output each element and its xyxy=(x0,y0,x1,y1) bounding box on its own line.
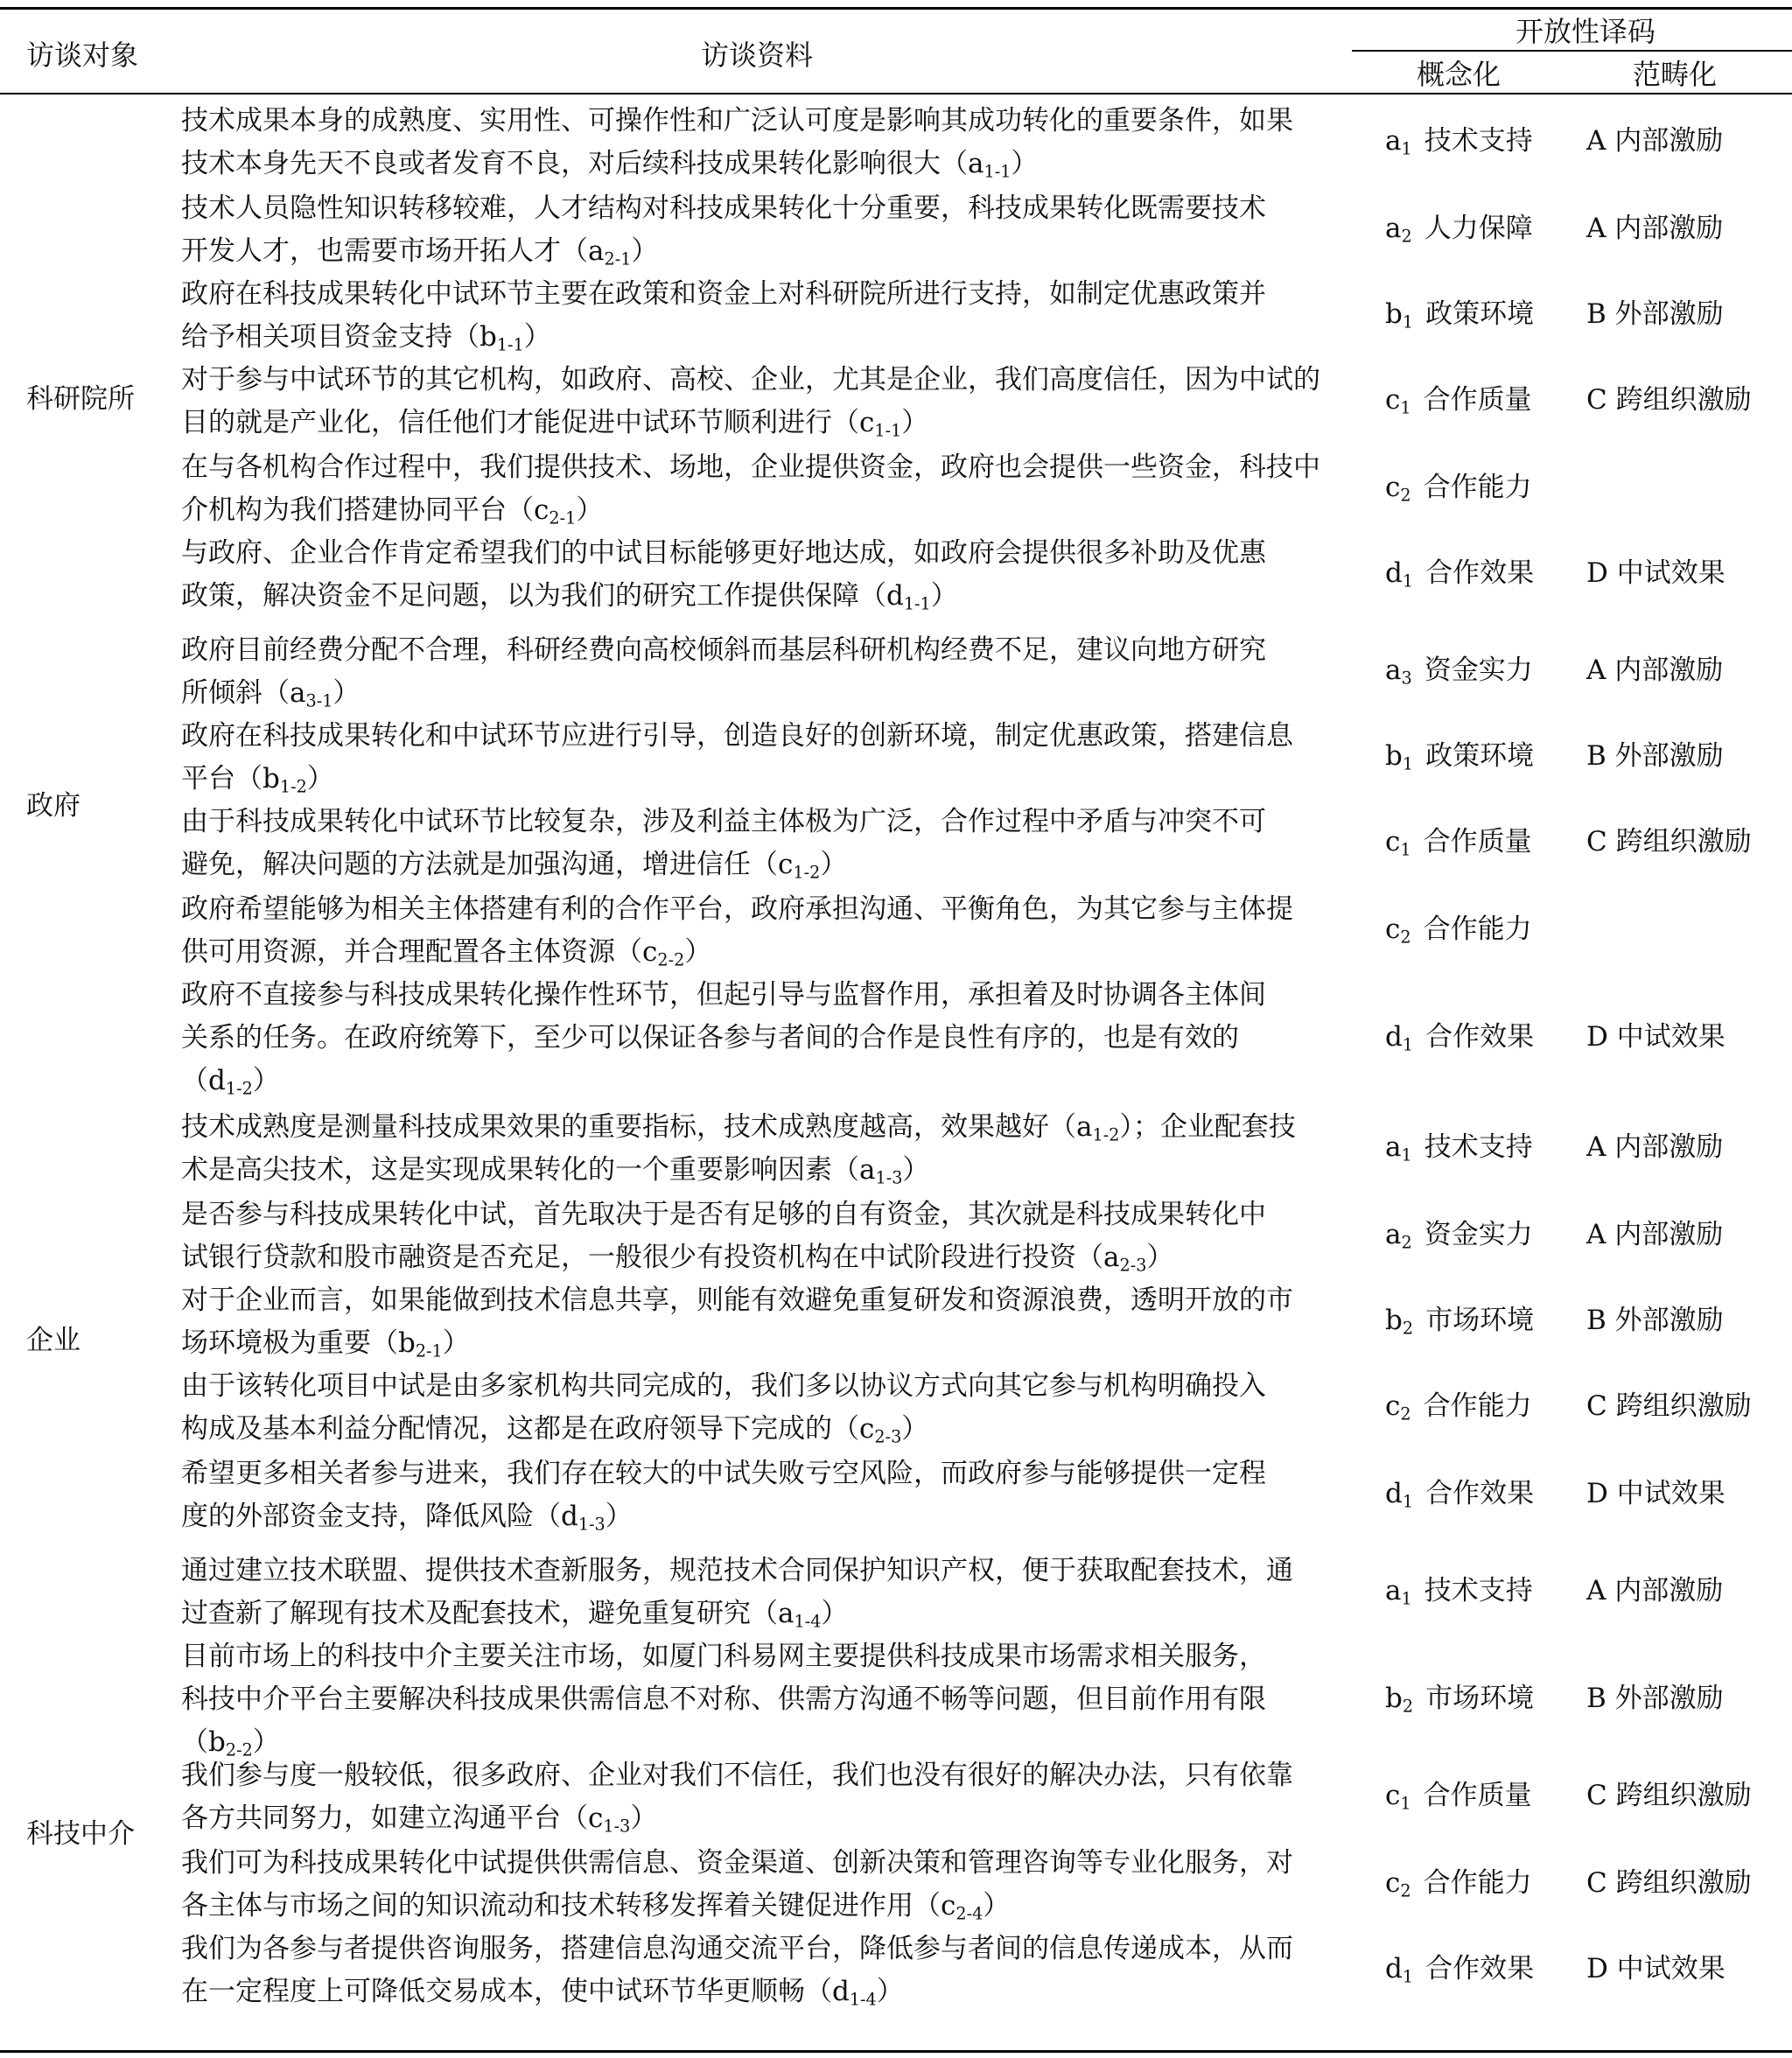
subscript: 1 xyxy=(1401,1144,1412,1166)
text-segment: ） xyxy=(820,849,848,880)
text-segment: 技术支持 xyxy=(1424,125,1533,157)
text-segment: ） xyxy=(821,1598,849,1629)
material-line xyxy=(181,1676,1266,1722)
material-line xyxy=(181,929,711,975)
material-line xyxy=(181,886,1293,932)
concept-code xyxy=(1385,1773,1532,1818)
category-code: B 外部激励 xyxy=(1586,298,1724,330)
text-segment: ） xyxy=(876,1976,904,2007)
text-segment: 合作效果 xyxy=(1425,1020,1535,1053)
text-segment: a xyxy=(1385,213,1402,244)
text-segment: 政策环境 xyxy=(1425,740,1535,772)
text-segment: 与政府、企业合作肯定希望我们的中试目标能够更好地达成，如政府会提供很多补助及优惠 xyxy=(181,537,1266,569)
concept-code xyxy=(1385,906,1532,952)
text-segment: 政府目前经费分配不合理，科研经费向高校倾斜而基层科研机构经费不足，建议向地方研究 xyxy=(181,634,1266,666)
subscript: 2 xyxy=(1402,1318,1414,1339)
text-segment: 目前市场上的科技中介主要关注市场，如厦门科易网主要提供科技成果市场需求相关服务， xyxy=(181,1641,1266,1672)
material-line xyxy=(181,444,1320,490)
text-segment: c xyxy=(1385,384,1401,416)
header-material: 访谈资料 xyxy=(701,38,814,72)
concept-code xyxy=(1385,1383,1532,1429)
text-segment: 希望更多相关者参与进来，我们存在较大的中试失败亏空风险，而政府参与能够提供一定程 xyxy=(181,1458,1266,1489)
text-segment: c xyxy=(1385,1390,1401,1422)
subscript: 1-2 xyxy=(793,862,821,883)
text-segment: 介机构为我们搭建协同平台（c xyxy=(181,494,550,526)
concept-code xyxy=(1385,1860,1532,1906)
text-segment: 由于该转化项目中试是由多家机构共同完成的，我们多以协议方式向其它参与机构明确投入 xyxy=(181,1370,1266,1402)
subscript: 2 xyxy=(1401,226,1412,247)
text-segment: ） xyxy=(605,1501,633,1532)
text-segment: 政府在科技成果转化和中试环节应进行引导，创造良好的创新环境，制定优惠政策，搭建信息 xyxy=(181,720,1293,752)
subscript: 2-1 xyxy=(604,248,632,270)
text-segment: ） xyxy=(902,1154,930,1186)
text-segment: ） xyxy=(306,763,334,794)
category-code: C 跨组织激励 xyxy=(1586,384,1752,416)
text-segment: c xyxy=(1385,1780,1401,1811)
category-code: D 中试效果 xyxy=(1586,1953,1726,1984)
concept-code xyxy=(1385,1298,1534,1343)
text-segment: b xyxy=(1385,740,1403,772)
text-segment: （d xyxy=(181,1065,226,1096)
text-segment: 合作效果 xyxy=(1425,1478,1535,1509)
concept-code xyxy=(1385,377,1532,423)
subscript: 2-3 xyxy=(1119,1255,1147,1276)
material-line xyxy=(181,1406,928,1452)
text-segment: 资金实力 xyxy=(1424,654,1533,686)
text-segment: 政府在科技成果转化中试环节主要在政策和资金上对科研院所进行支持，如制定优惠政策并 xyxy=(181,278,1266,310)
text-segment: a xyxy=(1385,1131,1402,1163)
text-segment: 各方共同努力，如建立沟通平台（c xyxy=(181,1802,604,1834)
material-line xyxy=(181,271,1266,317)
material-line xyxy=(181,487,603,533)
material-line xyxy=(181,842,847,887)
header-concept: 概念化 xyxy=(1417,58,1502,91)
material-line xyxy=(181,400,928,445)
material-line xyxy=(181,1451,1266,1496)
subscript: 1-3 xyxy=(578,1514,606,1535)
material-line xyxy=(181,573,958,619)
subscript: 1-1 xyxy=(984,161,1012,182)
header-subject: 访谈对象 xyxy=(26,38,139,72)
text-segment: c xyxy=(1385,472,1401,503)
text-segment: 所倾斜（a xyxy=(181,677,306,709)
text-segment: ） xyxy=(252,1065,280,1096)
material-line xyxy=(181,1753,1293,1798)
material-line xyxy=(181,972,1266,1018)
category-code: A 内部激励 xyxy=(1586,1575,1724,1606)
text-segment: 我们可为科技成果转化中试提供供需信息、资金渠道、创新决策和管理咨询等专业化服务，对 xyxy=(181,1847,1293,1879)
material-line xyxy=(181,314,551,360)
text-segment: 合作质量 xyxy=(1423,826,1532,858)
category-code: C 跨组织激励 xyxy=(1586,1867,1752,1899)
subscript: 2-1 xyxy=(415,1340,443,1362)
material-line xyxy=(181,1104,1296,1150)
material-line xyxy=(181,357,1320,402)
text-segment: 在一定程度上可降低交易成本，使中试环节华更顺畅（d xyxy=(181,1976,850,2007)
text-segment: ） xyxy=(983,1890,1011,1922)
subscript: 3 xyxy=(1401,668,1412,689)
subscript: 2 xyxy=(1401,1232,1412,1253)
concept-code xyxy=(1385,733,1534,779)
interview-subject: 科技中介 xyxy=(26,1818,135,1850)
subscript: 1-1 xyxy=(496,334,524,355)
text-segment: 市场环境 xyxy=(1425,1305,1535,1336)
text-segment: ） xyxy=(576,494,604,526)
header-coding: 开放性译码 xyxy=(1516,15,1656,48)
interview-subject: 政府 xyxy=(26,790,80,822)
subscript: 1-3 xyxy=(875,1167,903,1188)
text-segment: ） xyxy=(631,235,659,267)
category-code: B 外部激励 xyxy=(1586,1305,1724,1336)
subscript: 2 xyxy=(1400,485,1411,506)
category-code: D 中试效果 xyxy=(1586,1478,1726,1509)
subscript: 1-2 xyxy=(1092,1124,1120,1145)
material-line xyxy=(181,1926,1293,1971)
text-segment: 场环境极为重要（b xyxy=(181,1327,416,1359)
category-code: A 内部激励 xyxy=(1586,213,1724,244)
text-segment: 度的外部资金支持，降低风险（d xyxy=(181,1501,578,1532)
subscript: 2 xyxy=(1400,1880,1411,1901)
material-line xyxy=(181,228,658,274)
text-segment: 我们为各参与者提供咨询服务，搭建信息沟通交流平台，降低参与者间的信息传递成本，从而 xyxy=(181,1933,1293,1964)
text-segment: ） xyxy=(1146,1242,1174,1273)
material-line xyxy=(181,530,1266,576)
concept-code xyxy=(1385,1946,1534,1992)
category-code: A 内部激励 xyxy=(1586,125,1724,157)
concept-code xyxy=(1385,1212,1533,1257)
text-segment: 由于科技成果转化中试环节比较复杂，涉及利益主体极为广泛，合作过程中矛盾与冲突不可 xyxy=(181,806,1266,837)
text-segment: 技术成果本身的成熟度、实用性、可操作性和广泛认可度是影响其成功转化的重要条件，如果 xyxy=(181,105,1293,136)
text-segment: 试银行贷款和股市融资是否充足，一般很少有投资机构在中试阶段进行投资（a xyxy=(181,1242,1120,1273)
subscript: 2-3 xyxy=(874,1426,902,1447)
category-code: B 外部激励 xyxy=(1586,1682,1724,1714)
material-line xyxy=(181,1796,657,1841)
text-segment: ） xyxy=(901,1413,929,1445)
text-segment: 市场环境 xyxy=(1425,1682,1535,1714)
text-segment: 技术支持 xyxy=(1424,1575,1533,1606)
subscript: 1 xyxy=(1400,1793,1411,1814)
material-line xyxy=(181,1278,1293,1323)
concept-code xyxy=(1385,1568,1533,1614)
category-code: D 中试效果 xyxy=(1586,557,1726,589)
category-code: B 外部激励 xyxy=(1586,740,1724,772)
text-segment: 合作效果 xyxy=(1425,557,1535,589)
material-line xyxy=(181,1634,1266,1679)
subscript: 1 xyxy=(1402,570,1414,592)
text-segment: ） xyxy=(684,936,712,968)
material-line xyxy=(181,1235,1173,1280)
subscript: 1 xyxy=(1402,1966,1414,1987)
text-segment: 合作能力 xyxy=(1423,1390,1532,1422)
subscript: 2 xyxy=(1402,1695,1414,1716)
material-line xyxy=(181,1058,280,1103)
material-line xyxy=(181,98,1293,144)
subscript: 1 xyxy=(1402,1491,1414,1512)
material-line xyxy=(181,1147,929,1193)
text-segment: 合作质量 xyxy=(1423,1780,1532,1811)
text-segment: 平台（b xyxy=(181,763,280,794)
concept-code xyxy=(1385,1676,1534,1721)
material-line xyxy=(181,1192,1266,1237)
subscript: 1-4 xyxy=(794,1611,822,1632)
material-line xyxy=(181,627,1266,673)
concept-code xyxy=(1385,1014,1534,1060)
bottom-rule xyxy=(0,2050,1792,2053)
text-segment: d xyxy=(1385,557,1403,589)
text-segment: 关系的任务。在政府统筹下，至少可以保证各参与者间的合作是良性有序的，也是有效的 xyxy=(181,1022,1239,1054)
subscript: 1-2 xyxy=(279,776,307,797)
header-bottom-rule xyxy=(0,93,1792,94)
text-segment: 科技中介平台主要解决科技成果供需信息不对称、供需方沟通不畅等问题，但目前作用有限 xyxy=(181,1684,1266,1715)
text-segment: 合作能力 xyxy=(1423,472,1532,503)
text-segment: 给予相关项目资金支持（b xyxy=(181,321,497,353)
material-line xyxy=(181,1320,470,1366)
text-segment: 资金实力 xyxy=(1424,1219,1533,1250)
material-line xyxy=(181,799,1266,844)
concept-code xyxy=(1385,206,1533,251)
text-segment: d xyxy=(1385,1478,1403,1509)
text-segment: 术是高尖技术，这是实现成果转化的一个重要影响因素（a xyxy=(181,1154,876,1186)
material-line xyxy=(181,1015,1239,1060)
material-line xyxy=(181,1883,1010,1928)
text-segment: d xyxy=(1385,1020,1403,1053)
header-category: 范畴化 xyxy=(1633,58,1718,91)
text-segment: ） xyxy=(630,1802,658,1834)
material-line xyxy=(181,713,1293,759)
category-code: C 跨组织激励 xyxy=(1586,1780,1752,1811)
text-segment: 合作能力 xyxy=(1423,914,1532,945)
text-segment: ） xyxy=(1011,148,1039,179)
material-line xyxy=(181,1591,848,1636)
text-segment: 政府希望能够为相关主体搭建有利的合作平台，政府承担沟通、平衡角色，为其它参与主体提 xyxy=(181,893,1293,925)
material-line xyxy=(181,1494,633,1539)
concept-code xyxy=(1385,291,1534,337)
text-segment: 在与各机构合作过程中，我们提供技术、场地，企业提供资金，政府也会提供一些资金，科技中 xyxy=(181,452,1320,483)
subscript: 2 xyxy=(1400,927,1411,948)
subscript: 2-1 xyxy=(549,508,577,528)
text-segment: 构成及基本利益分配情况，这都是在政府领导下完成的（c xyxy=(181,1413,875,1445)
text-segment: a xyxy=(1385,654,1402,686)
text-segment: 技术成熟度是测量科技成果效果的重要指标，技术成熟度越高，效果越好（a xyxy=(181,1111,1093,1143)
subscript: 1 xyxy=(1402,312,1414,332)
subscript: 1-1 xyxy=(874,420,902,441)
text-segment: ） xyxy=(442,1327,470,1359)
text-segment: 我们参与度一般较低，很多政府、企业对我们不信任，我们也没有很好的解决办法，只有依靠 xyxy=(181,1760,1293,1791)
text-segment: 供可用资源，并合理配置各主体资源（c xyxy=(181,936,658,968)
text-segment: 技术支持 xyxy=(1424,1131,1533,1163)
subscript: 2 xyxy=(1400,1404,1411,1424)
concept-code xyxy=(1385,118,1533,164)
concept-code xyxy=(1385,1124,1533,1170)
text-segment: b xyxy=(1385,1305,1403,1336)
text-segment: ）；企业配套技 xyxy=(1119,1111,1296,1143)
text-segment: 各主体与市场之间的知识流动和技术转移发挥着关键促进作用（c xyxy=(181,1890,956,1922)
text-segment: （b xyxy=(181,1726,226,1758)
text-segment: 政府不直接参与科技成果转化操作性环节，但起引导与监督作用，承担着及时协调各主体间 xyxy=(181,979,1266,1011)
text-segment: 通过建立技术联盟、提供技术查新服务，规范技术合同保护知识产权，便于获取配套技术，通 xyxy=(181,1555,1293,1586)
material-line xyxy=(181,756,334,802)
text-segment: 开发人才，也需要市场开拓人才（a xyxy=(181,235,605,267)
text-segment: b xyxy=(1385,298,1403,330)
coding-subheader-rule xyxy=(1352,50,1792,52)
subscript: 1-4 xyxy=(849,1989,877,2010)
category-code: C 跨组织激励 xyxy=(1586,1390,1752,1422)
text-segment: ） xyxy=(901,407,929,438)
subscript: 1 xyxy=(1402,753,1414,774)
subscript: 3-1 xyxy=(305,690,333,711)
material-line xyxy=(181,1363,1266,1409)
text-segment: 政策，解决资金不足问题，以为我们的研究工作提供保障（d xyxy=(181,580,904,612)
concept-code xyxy=(1385,465,1532,510)
text-segment: 合作效果 xyxy=(1425,1953,1535,1984)
text-segment: 目的就是产业化，信任他们才能促进中试环节顺利进行（c xyxy=(181,407,875,438)
material-line xyxy=(181,1840,1293,1886)
subscript: 1 xyxy=(1400,397,1411,418)
concept-code xyxy=(1385,648,1533,693)
category-code: C 跨组织激励 xyxy=(1586,826,1752,858)
category-code: A 内部激励 xyxy=(1586,1131,1724,1163)
text-segment: 避免，解决问题的方法就是加强沟通，增进信任（c xyxy=(181,849,794,880)
material-line xyxy=(181,141,1038,186)
text-segment: 是否参与科技成果转化中试，首先取决于是否有足够的自有资金，其次就是科技成果转化中 xyxy=(181,1199,1266,1230)
category-code: D 中试效果 xyxy=(1586,1020,1726,1053)
text-segment: c xyxy=(1385,914,1401,945)
text-segment: a xyxy=(1385,125,1402,157)
text-segment: 对于企业而言，如果能做到技术信息共享，则能有效避免重复研发和资源浪费，透明开放的市 xyxy=(181,1284,1293,1316)
text-segment: c xyxy=(1385,826,1401,858)
subscript: 1 xyxy=(1401,1588,1412,1609)
concept-code xyxy=(1385,550,1534,596)
text-segment: 人力保障 xyxy=(1424,213,1533,244)
interview-subject: 科研院所 xyxy=(26,383,135,415)
category-code: A 内部激励 xyxy=(1586,654,1724,686)
text-segment: ） xyxy=(930,580,958,612)
material-line xyxy=(181,1548,1293,1593)
subscript: 2-2 xyxy=(657,949,685,970)
interview-subject: 企业 xyxy=(26,1325,80,1356)
category-code: A 内部激励 xyxy=(1586,1219,1724,1250)
subscript: 2-2 xyxy=(225,1740,253,1760)
text-segment: d xyxy=(1385,1953,1403,1984)
subscript: 1 xyxy=(1400,839,1411,860)
concept-code xyxy=(1385,1471,1534,1516)
text-segment: 过查新了解现有技术及配套技术，避免重复研究（a xyxy=(181,1598,794,1629)
text-segment: c xyxy=(1385,1867,1401,1899)
text-segment: 政策环境 xyxy=(1425,298,1535,330)
subscript: 1 xyxy=(1401,138,1412,159)
text-segment: ） xyxy=(252,1726,280,1758)
subscript: 1-1 xyxy=(903,593,931,614)
concept-code xyxy=(1385,819,1532,864)
text-segment: 合作能力 xyxy=(1423,1867,1532,1899)
text-segment: 合作质量 xyxy=(1423,384,1532,416)
text-segment: 技术本身先天不良或者发育不良，对后续科技成果转化影响很大（a xyxy=(181,148,984,179)
text-segment: ） xyxy=(523,321,551,353)
subscript: 2-4 xyxy=(956,1903,984,1924)
text-segment: a xyxy=(1385,1219,1402,1250)
subscript: 1 xyxy=(1402,1033,1414,1054)
text-segment: a xyxy=(1385,1575,1402,1606)
text-segment: 技术人员隐性知识转移较难，人才结构对科技成果转化十分重要，科技成果转化既需要技术 xyxy=(181,192,1266,224)
text-segment: ） xyxy=(332,677,360,709)
material-line xyxy=(181,186,1266,231)
text-segment: b xyxy=(1385,1682,1403,1714)
subscript: 1-2 xyxy=(225,1078,253,1099)
material-line xyxy=(181,670,360,716)
material-line xyxy=(181,1969,904,2014)
text-segment: 对于参与中试环节的其它机构，如政府、高校、企业，尤其是企业，我们高度信任，因为中试的 xyxy=(181,364,1320,396)
subscript: 1-3 xyxy=(603,1816,631,1837)
